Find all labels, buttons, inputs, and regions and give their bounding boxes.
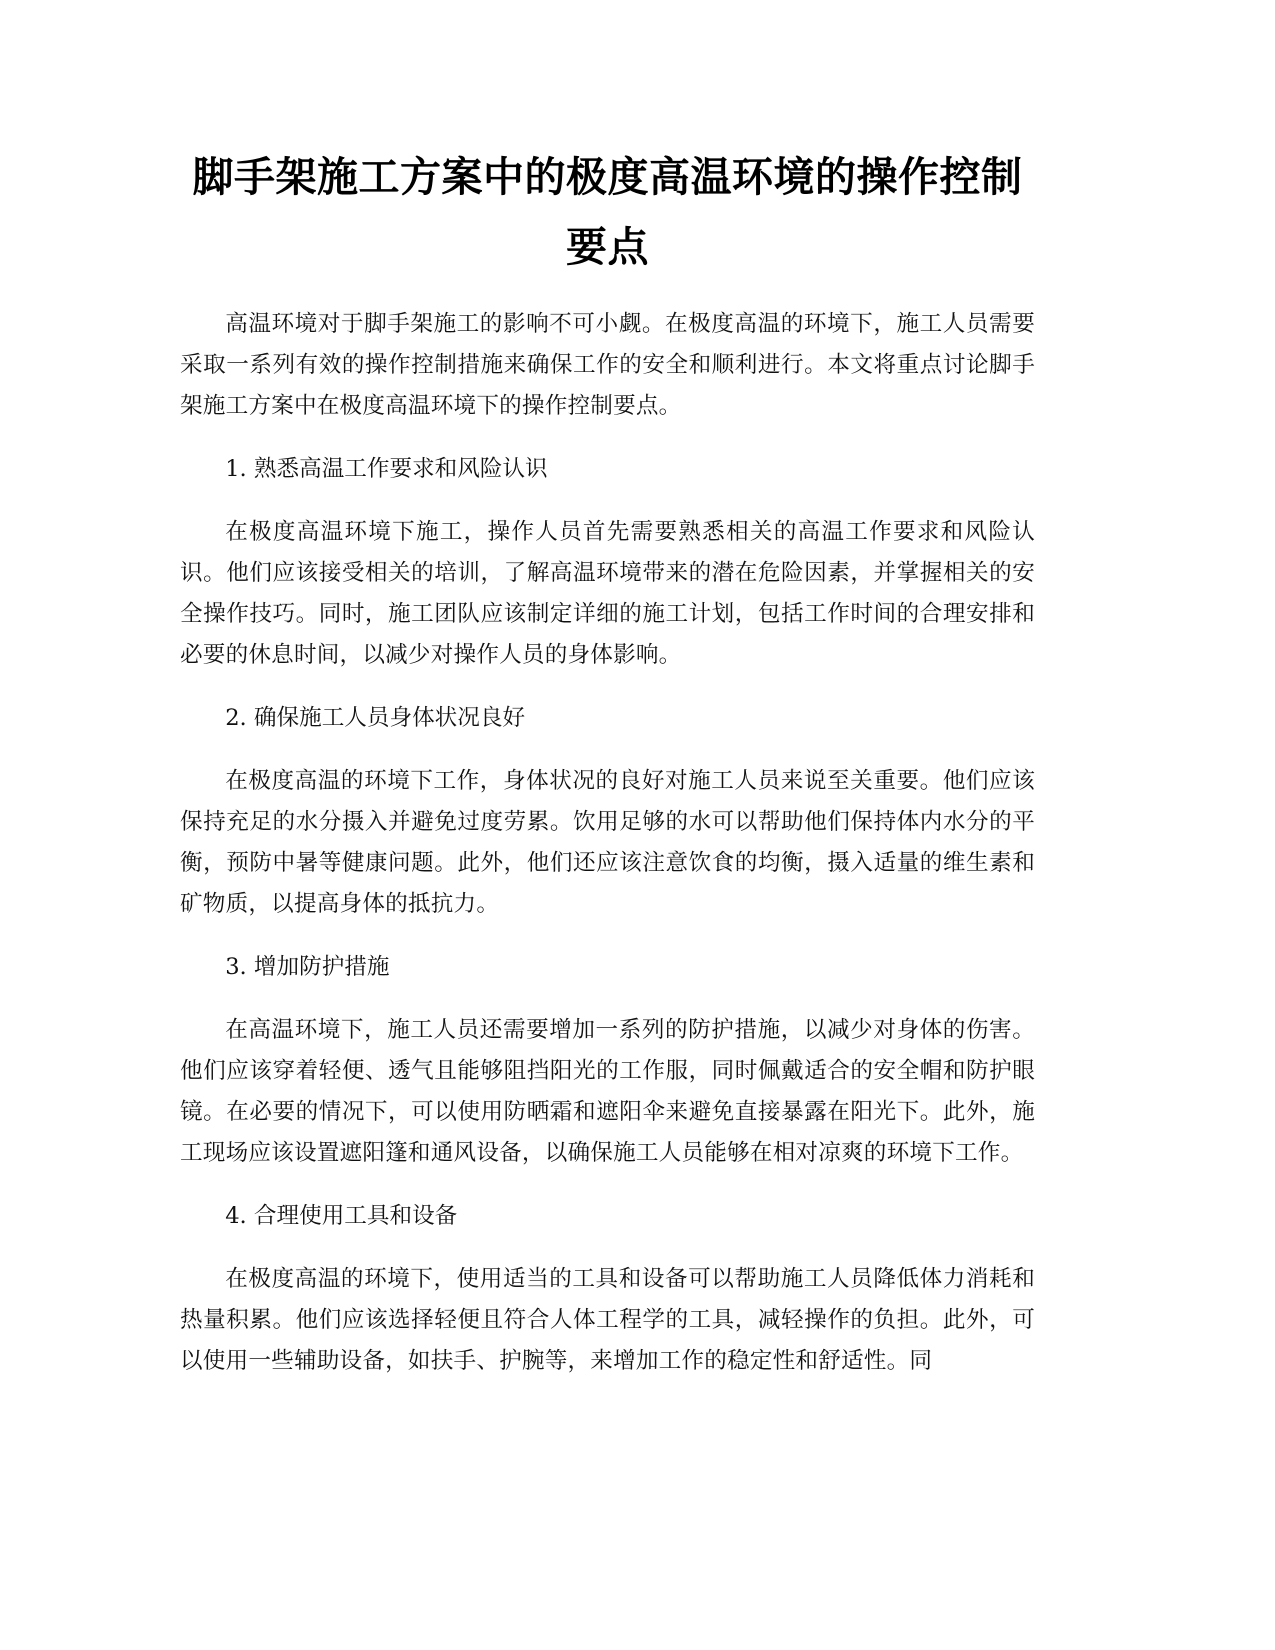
intro-paragraph: 高温环境对于脚手架施工的影响不可小觑。在极度高温的环境下，施工人员需要采取一系列有效的操作控制措施来确保工作的安全和顺利进行。本文将重点讨论脚手架施工方案中在极度高温环境下的操作控制要点。	[180, 311, 1035, 419]
section-heading-3: 3. 增加防护措施	[225, 954, 390, 980]
section-body-3: 在高温环境下，施工人员还需要增加一系列的防护措施，以减少对身体的伤害。他们应该穿着轻便、透气且能够阻挡阳光的工作服，同时佩戴适合的安全帽和防护眼镜。在必要的情况下，可以使用防晒霜和遮阳伞来避免直接暴露在阳光下。此外，施工现场应该设置遮阳篷和通风设备，以确保施工人员能够在相对凉爽的环境下工作。	[180, 1017, 1035, 1166]
document-title: 脚手架施工方案中的极度高温环境的操作控制要点	[192, 153, 1023, 271]
section-heading-4: 4. 合理使用工具和设备	[225, 1203, 458, 1229]
section-body-4: 在极度高温的环境下，使用适当的工具和设备可以帮助施工人员降低体力消耗和热量积累。他们应该选择轻便且符合人体工程学的工具，减轻操作的负担。此外，可以使用一些辅助设备，如扶手、护腕等，来增加工作的稳定性和舒适性。同	[180, 1266, 1035, 1374]
section-heading-2: 2. 确保施工人员身体状况良好	[225, 705, 526, 731]
document-page	[180, 0, 1035, 1382]
document-body	[180, 304, 1035, 1382]
section-body-1: 在极度高温环境下施工，操作人员首先需要熟悉相关的高温工作要求和风险认识。他们应该接受相关的培训，了解高温环境带来的潜在危险因素，并掌握相关的安全操作技巧。同时，施工团队应该制定详细的施工计划，包括工作时间的合理安排和必要的休息时间，以减少对操作人员的身体影响。	[180, 519, 1035, 668]
section-body-2: 在极度高温的环境下工作，身体状况的良好对施工人员来说至关重要。他们应该保持充足的水分摄入并避免过度劳累。饮用足够的水可以帮助他们保持体内水分的平衡，预防中暑等健康问题。此外，他们还应该注意饮食的均衡，摄入适量的维生素和矿物质，以提高身体的抵抗力。	[180, 768, 1035, 917]
section-heading-1: 1. 熟悉高温工作要求和风险认识	[225, 456, 548, 482]
